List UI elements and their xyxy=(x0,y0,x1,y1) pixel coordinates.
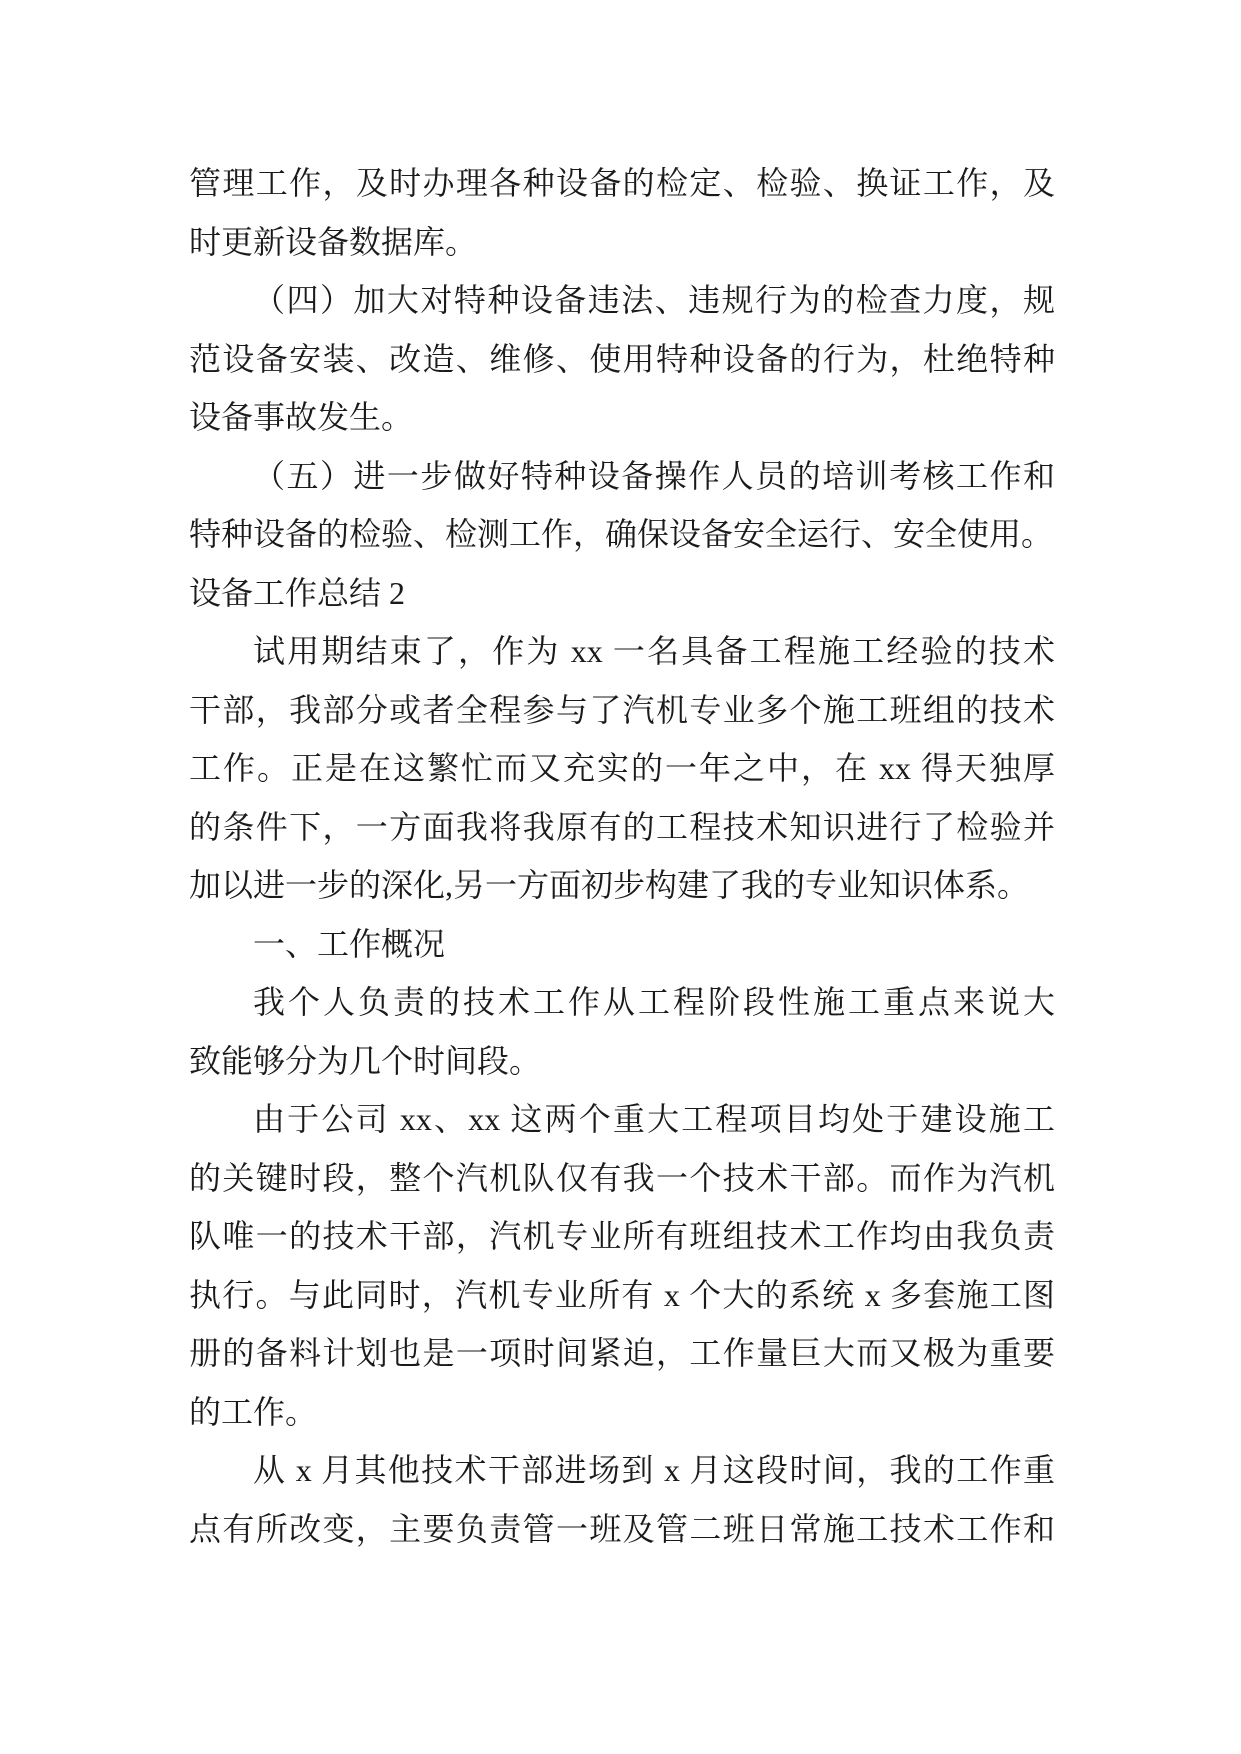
text-line: 设备工作总结 2 xyxy=(189,574,406,611)
paragraph xyxy=(189,915,1055,974)
paragraph xyxy=(189,1441,1055,1558)
text-line: 一、工作概况 xyxy=(253,925,446,962)
text-line: 管理工作，及时办理各种设备的检定、检验、换证工作，及 xyxy=(189,165,1055,201)
text-line: 的条件下，一方面我将我原有的工程技术知识进行了检验并 xyxy=(189,808,1055,845)
text-line: 试用期结束了，作为 xx 一名具备工程施工经验的技术 xyxy=(253,633,1055,669)
paragraph xyxy=(189,564,1055,623)
text-line: 从 x 月其他技术干部进场到 x 月这段时间，我的工作重 xyxy=(253,1452,1055,1488)
text-line: 时更新设备数据库。 xyxy=(189,223,478,260)
text-line: 工作。正是在这繁忙而又充实的一年之中，在 xx 得天独厚 xyxy=(189,750,1055,786)
text-line: （四）加大对特种设备违法、违规行为的检查力度，规 xyxy=(253,282,1055,318)
text-line: 致能够分为几个时间段。 xyxy=(189,1042,542,1079)
text-line: 册的备料计划也是一项时间紧迫，工作量巨大而又极为重要 xyxy=(189,1335,1055,1371)
text-line: 特种设备的检验、检测工作，确保设备安全运行、安全使用。 xyxy=(189,516,1054,552)
text-line: 由于公司 xx、xx 这两个重大工程项目均处于建设施工 xyxy=(253,1101,1055,1137)
document-body xyxy=(189,154,1055,1558)
paragraph xyxy=(189,447,1055,564)
text-line: 干部，我部分或者全程参与了汽机专业多个施工班组的技术 xyxy=(189,691,1055,728)
paragraph xyxy=(189,271,1055,447)
text-line: （五）进一步做好特种设备操作人员的培训考核工作和 xyxy=(253,457,1055,494)
text-line: 队唯一的技术干部，汽机专业所有班组技术工作均由我负责 xyxy=(189,1218,1055,1254)
text-line: 设备事故发生。 xyxy=(189,399,414,435)
text-line: 点有所改变，主要负责管一班及管二班日常施工技术工作和 xyxy=(189,1510,1055,1547)
paragraph xyxy=(189,622,1055,915)
paragraph xyxy=(189,154,1055,271)
paragraph xyxy=(189,973,1055,1090)
text-line: 我个人负责的技术工作从工程阶段性施工重点来说大 xyxy=(253,984,1055,1020)
text-line: 执行。与此同时，汽机专业所有 x 个大的系统 x 多套施工图 xyxy=(189,1276,1055,1313)
text-line: 的工作。 xyxy=(189,1393,318,1430)
paragraph xyxy=(189,1090,1055,1441)
text-line: 加以进一步的深化,另一方面初步构建了我的专业知识体系。 xyxy=(189,867,1030,903)
text-line: 的关键时段，整个汽机队仅有我一个技术干部。而作为汽机 xyxy=(189,1159,1055,1196)
text-line: 范设备安装、改造、维修、使用特种设备的行为，杜绝特种 xyxy=(189,340,1055,377)
